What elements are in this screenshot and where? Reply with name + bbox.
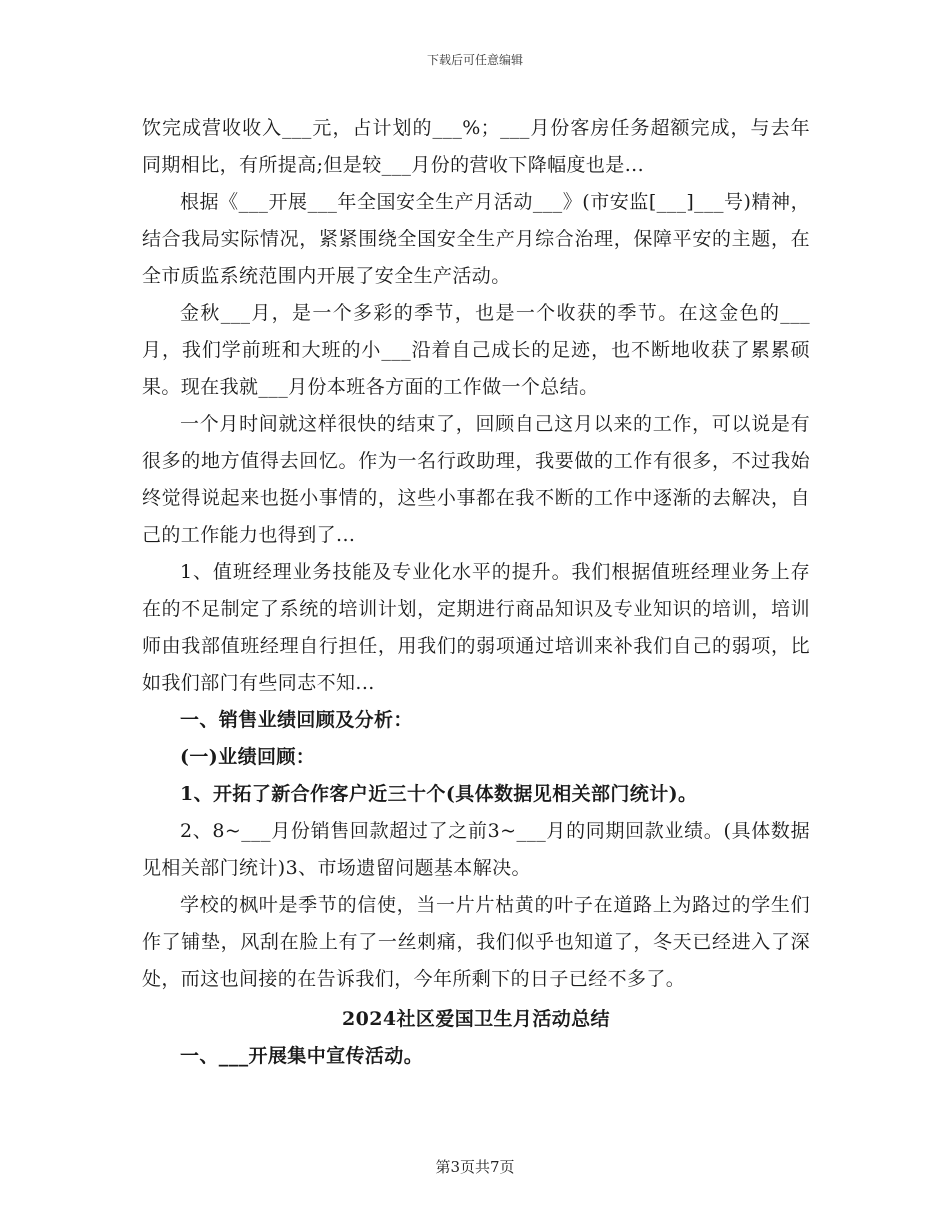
paragraph-safety-month: 根据《___开展___年全国安全生产月活动___》(市安监[___]___号)精神，结合我局实际情况，紧紧围绕全国安全生产月综合治理，保障平安的主题，在全市质监系统范围内开展了安全生产活动。 <box>142 191 810 287</box>
heading-sales-review: 一、销售业绩回顾及分析： <box>180 709 413 731</box>
page-header-note: 下载后可任意编辑 <box>426 53 523 67</box>
paragraph-maple-leaves: 学校的枫叶是季节的信使，当一片片枯黄的叶子在道路上为路过的学生们作了铺垫，风刮在脸上有了一丝刺痛，我们似乎也知道了，冬天已经进入了深处，而这也间接的在告诉我们，今年所剩下的日子已经不多了。 <box>142 894 810 990</box>
page-number-footer: 第3页共7页 <box>435 1158 515 1176</box>
heading-performance-review: (一)业绩回顾： <box>180 746 316 768</box>
paragraph-duty-manager-training: 1、值班经理业务技能及专业化水平的提升。我们根据值班经理业务上存在的不足制定了系统的培训计划，定期进行商品知识及专业知识的培训，培训师由我部值班经理自行担任，用我们的弱项通过培训来补我们自己的弱项，比如我们部门有些同志不知... <box>142 561 810 694</box>
document-body <box>142 110 810 1075</box>
section-title-patriotic-health-month: 2024社区爱国卫生月活动总结 <box>342 1008 610 1030</box>
paragraph-golden-autumn: 金秋___月，是一个多彩的季节，也是一个收获的季节。在这金色的___月，我们学前班和大班的小___沿着自己成长的足迹，也不断地收获了累累硕果。现在我就___月份本班各方面的工作做一个总结。 <box>142 302 810 398</box>
paragraph-revenue: 饮完成营收收入___元，占计划的___%；___月份客房任务超额完成，与去年同期相比，有所提高;但是较___月份的营收下降幅度也是... <box>142 117 810 176</box>
paragraph-new-clients: 1、开拓了新合作客户近三十个(具体数据见相关部门统计)。 <box>180 783 698 805</box>
paragraph-sales-collection: 2、8~___月份销售回款超过了之前3~___月的同期回款业绩。(具体数据见相关部门统计)3、市场遗留问题基本解决。 <box>142 820 810 879</box>
heading-publicity-campaign: 一、___开展集中宣传活动。 <box>180 1045 424 1067</box>
paragraph-admin-assistant: 一个月时间就这样很快的结束了，回顾自己这月以来的工作，可以说是有很多的地方值得去回忆。作为一名行政助理，我要做的工作有很多，不过我始终觉得说起来也挺小事情的，这些小事都在我不断的工作中逐渐的去解决，自己的工作能力也得到了... <box>142 413 810 546</box>
